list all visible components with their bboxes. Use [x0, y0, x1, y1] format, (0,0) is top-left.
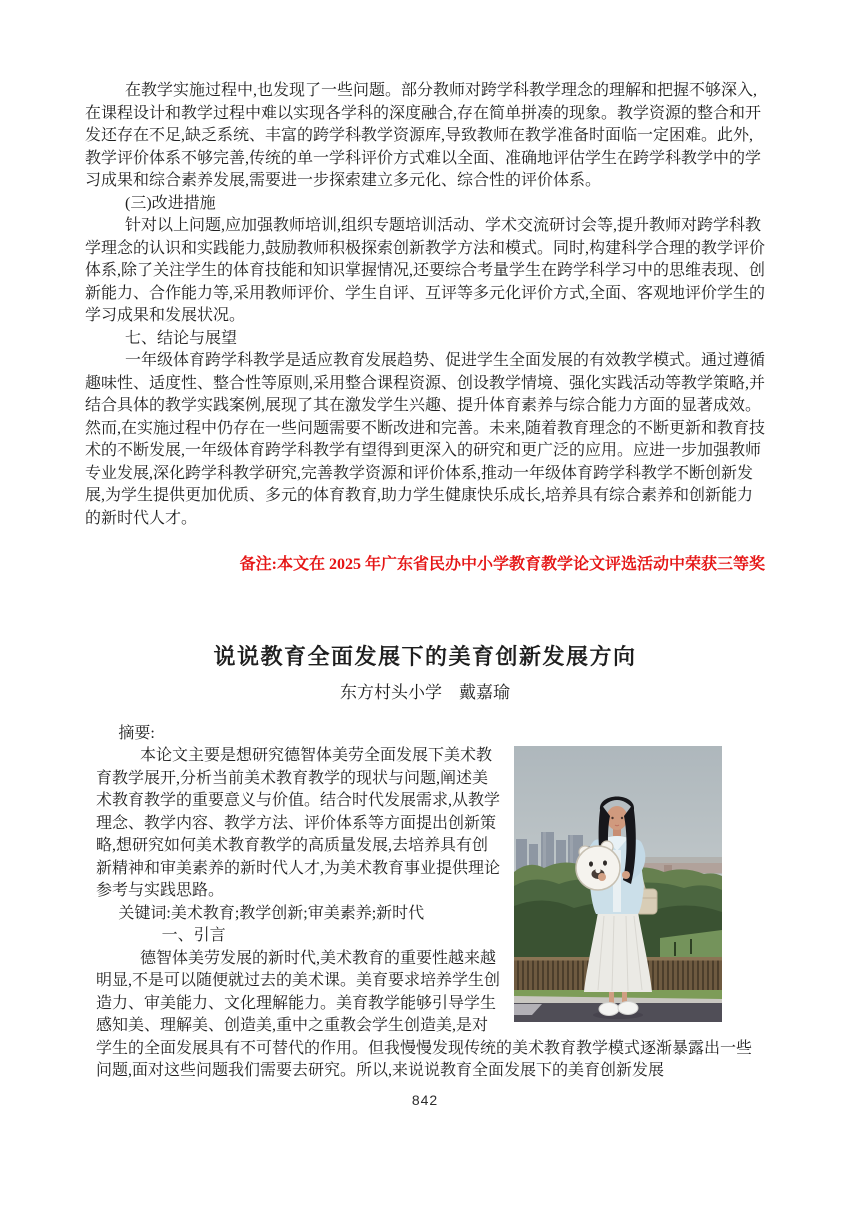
article1-heading-improvement: (三)改进措施: [125, 194, 216, 212]
article2-body: [85, 723, 765, 1083]
article1-section: [85, 80, 765, 577]
article1-paragraph-conclusion: 一年级体育跨学科教学是适应教育发展趋势、促进学生全面发展的有效教学模式。通过遵循趣味性、适度性、整合性等原则,采用整合课程资源、创设教学情境、强化实践活动等教学策略,并结合具体的教学实践案例,展现了其在激发学生兴趣、提升体育素养与综合能力方面的显著成效。然而,在实施过程中仍存在一些问题需要不断改进和完善。未来,随着教育理念的不断更新和教育技术的不断发展,一年级体育跨学科教学有望得到更深入的研究和更广泛的应用。应进一步加强教师专业发展,深化跨学科教学研究,完善教学资源和评价体系,推动一年级体育跨学科教学不断创新发展,为学生提供更加优质、多元的体育教育,助力学生健康快乐成长,培养具有综合素养和创新能力的新时代人才。: [85, 352, 766, 527]
article1-heading-conclusion: 七、结论与展望: [125, 329, 238, 347]
abstract-paragraph: 本论文主要是想研究德智体美劳全面发展下美术教育教学展开,分析当前美术教育教学的现状与问题,阐述美术教育教学的重要意义与价值。结合时代发展需求,从教学理念、教学内容、教学方法、评价体系等方面提出创新策略,想研究如何美术教育教学的高质量发展,去培养具有创新精神和审美素养的新时代人才,为美术教育事业提供理论参考与实践思路。: [96, 747, 501, 899]
intro-heading: 一、引言: [161, 927, 226, 944]
author-photo-graphic: [514, 746, 722, 1022]
intro-paragraph: 德智体美劳发展的新时代,美术教育的重要性越来越明显,不是可以随便就过去的美术课。美育要求培养学生创造力、审美能力、文化理解能力。美育教学能够引导学生感知美、理解美、创造美,重中之重教会学生创造美,是对学生的全面发展具有不可替代的作用。但我慢慢发现传统的美术教育教学模式逐渐暴露出一些问题,面对这些问题我们需要去研究。所以,来说说教育全面发展下的美育创新发展: [96, 949, 753, 1079]
page-number: 842: [411, 1091, 439, 1108]
article2-author-line: 东方村头小学 戴嘉瑜: [340, 682, 510, 702]
article1-paragraph-problems: 在教学实施过程中,也发现了一些问题。部分教师对跨学科教学理念的理解和把握不够深入,在课程设计和教学过程中难以实现各学科的深度融合,存在简单拼凑的现象。教学资源的整合和开发还存在不足,缺乏系统、丰富的跨学科教学资源库,导致教师在教学准备时面临一定困难。此外,教学评价体系不够完善,传统的单一学科评价方式难以全面、准确地评估学生在跨学科教学中的学习成果和综合素养发展,需要进一步探索建立多元化、综合性的评价体系。: [85, 82, 762, 189]
article2-title: 说说教育全面发展下的美育创新发展方向: [213, 643, 637, 669]
article2-section: [85, 639, 765, 1083]
award-note: 备注:本文在 2025 年广东省民办中小学教育教学论文评选活动中荣获三等奖: [239, 556, 765, 573]
abstract-label: 摘要:: [118, 724, 155, 742]
article1-paragraph-improvement: 针对以上问题,应加强教师培训,组织专题培训活动、学术交流研讨会等,提升教师对跨学科教学理念的认识和实践能力,鼓励教师积极探索创新教学方法和模式。同时,构建科学合理的教学评价体系,除了关注学生的体育技能和知识掌握情况,还要综合考量学生在跨学科学习中的思维表现、创新能力、合作能力等,采用教师评价、学生自评、互评等多元化评价方式,全面、客观地评价学生的学习成果和发展状况。: [85, 217, 766, 324]
author-photo: [514, 746, 722, 1022]
keywords-line: 关键词:美术教育;教学创新;审美素养;新时代: [118, 904, 425, 922]
